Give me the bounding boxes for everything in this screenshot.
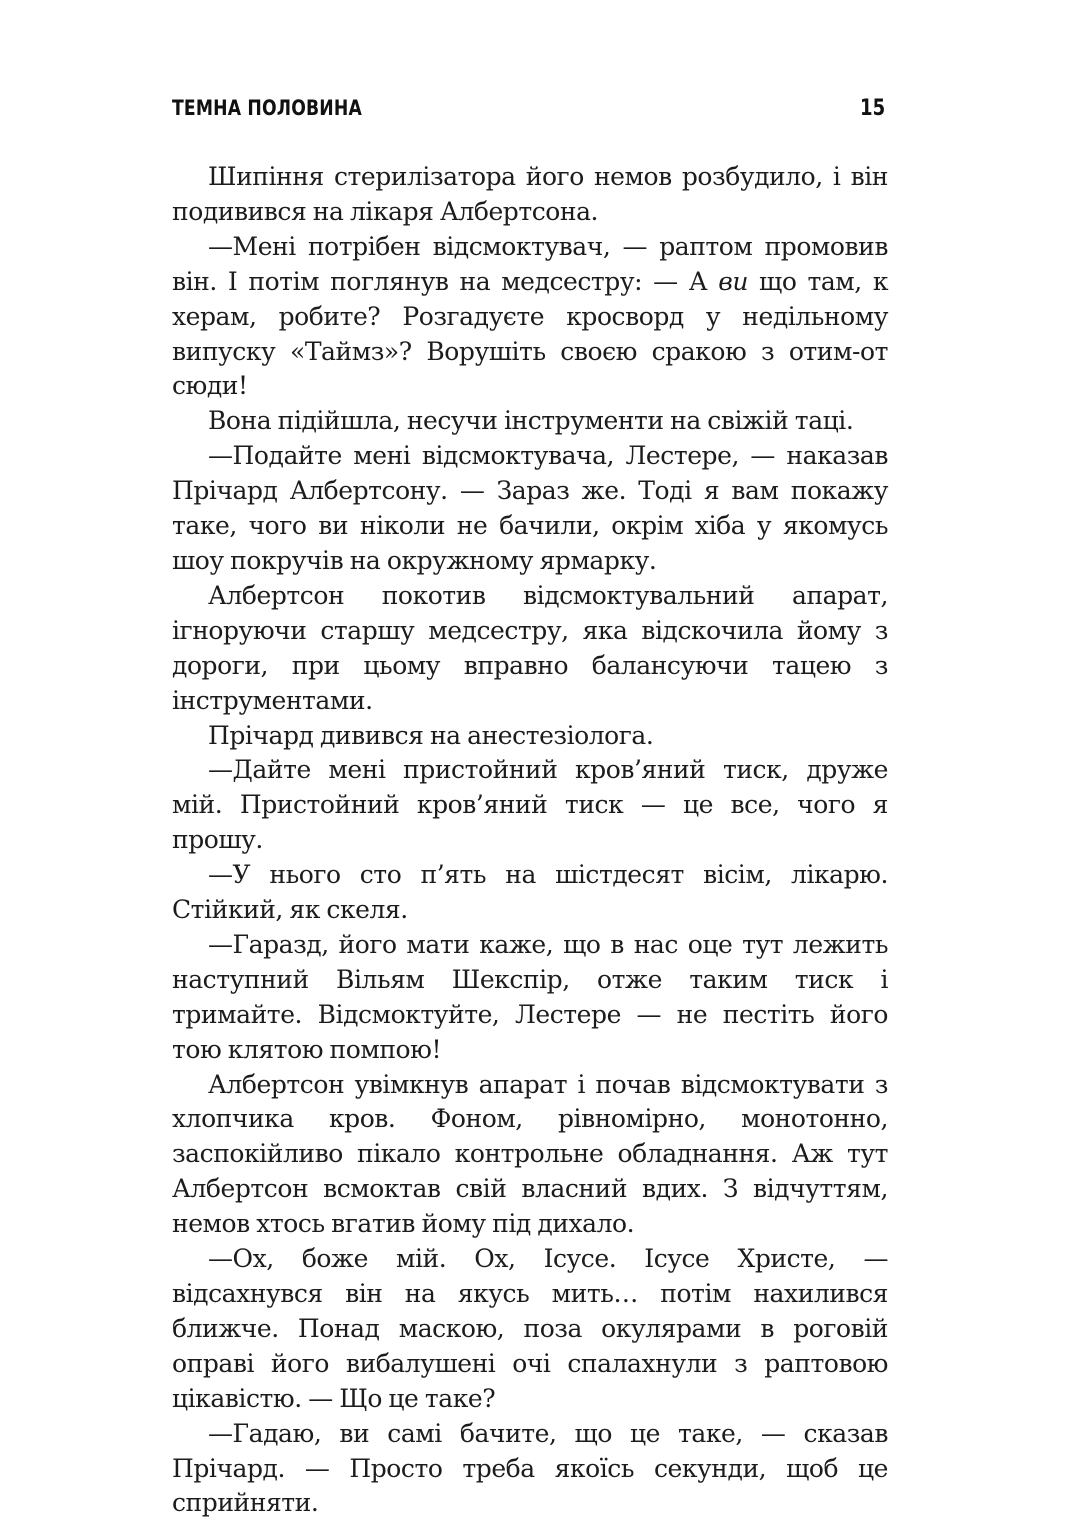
paragraph: Албертсон увімкнув апарат і почав відсмоктувати з хлопчика кров. Фоном, рівномірно, монотонно, заспокійливо пікало контрольне обладнання. Аж тут Албертсон всмоктав свій власний вдих. З відчуттям, немов хтось вгатив йому під дихало.: [172, 1069, 888, 1239]
body-text: [172, 160, 888, 1521]
paragraph: —Подайте мені відсмоктувача, Лестере, — наказав Прічард Албертсону. — Зараз же. Тоді я вам покажу таке, чого ви ніколи не бачили, окрім хіба у якомусь шоу покручів на окружному ярмарку.: [172, 441, 888, 575]
italic-word: ви: [718, 266, 748, 296]
paragraph: Прічард дивився на анестезіолога.: [208, 720, 654, 750]
paragraph: —Гаразд, його мати каже, що в нас оце тут лежить наступний Вільям Шекспір, отже таким тиск і тримайте. Відсмоктуйте, Лестере — не пестіть його тою клятою помпою!: [172, 929, 888, 1064]
paragraph-text: —Мені потрібен відсмоктувач, — раптом промовив він. І потім поглянув на медсестру: — А: [172, 231, 888, 296]
paragraph-text: що там, к херам, робите? Розгадуєте кросворд у недільному випуску «Таймз»? Ворушіть своєю сракою з отим-от сюди!: [172, 266, 888, 401]
paragraph: —Ох, боже мій. Ох, Ісусе. Ісусе Христе, — відсахнувся він на якусь мить… потім нахилився ближче. Понад маскою, поза окулярами в роговій оправі його вибалушені очі спалахнули з раптовою цікавістю. — Що це таке?: [172, 1244, 888, 1413]
paragraph: Вона підійшла, несучи інструменти на свіжій таці.: [208, 406, 854, 436]
paragraph: —У нього сто п’ять на шістдесят вісім, лікарю. Стійкий, як скеля.: [172, 860, 888, 925]
running-header: [172, 92, 885, 124]
paragraph: —Дайте мені пристойний кров’яний тиск, друже мій. Пристойний кров’яний тиск — це все, чого я прошу.: [172, 755, 888, 855]
paragraph: Шипіння стерилізатора його немов розбудило, і він подивився на лікаря Албертсона.: [172, 162, 888, 226]
page-number: 15: [859, 95, 886, 121]
paragraph: [172, 230, 888, 405]
paragraph: —Гадаю, ви самі бачите, що це таке, — сказав Прічард. — Просто треба якоїсь секунди, щоб це сприйняти.: [172, 1418, 888, 1518]
book-title: ТЕМНА ПОЛОВИНА: [172, 96, 362, 120]
paragraph: Албертсон покотив відсмоктувальний апарат, ігноруючи старшу медсестру, яка відскочила йому з дороги, при цьому вправно балансуючи тацею з інструментами.: [172, 580, 888, 715]
